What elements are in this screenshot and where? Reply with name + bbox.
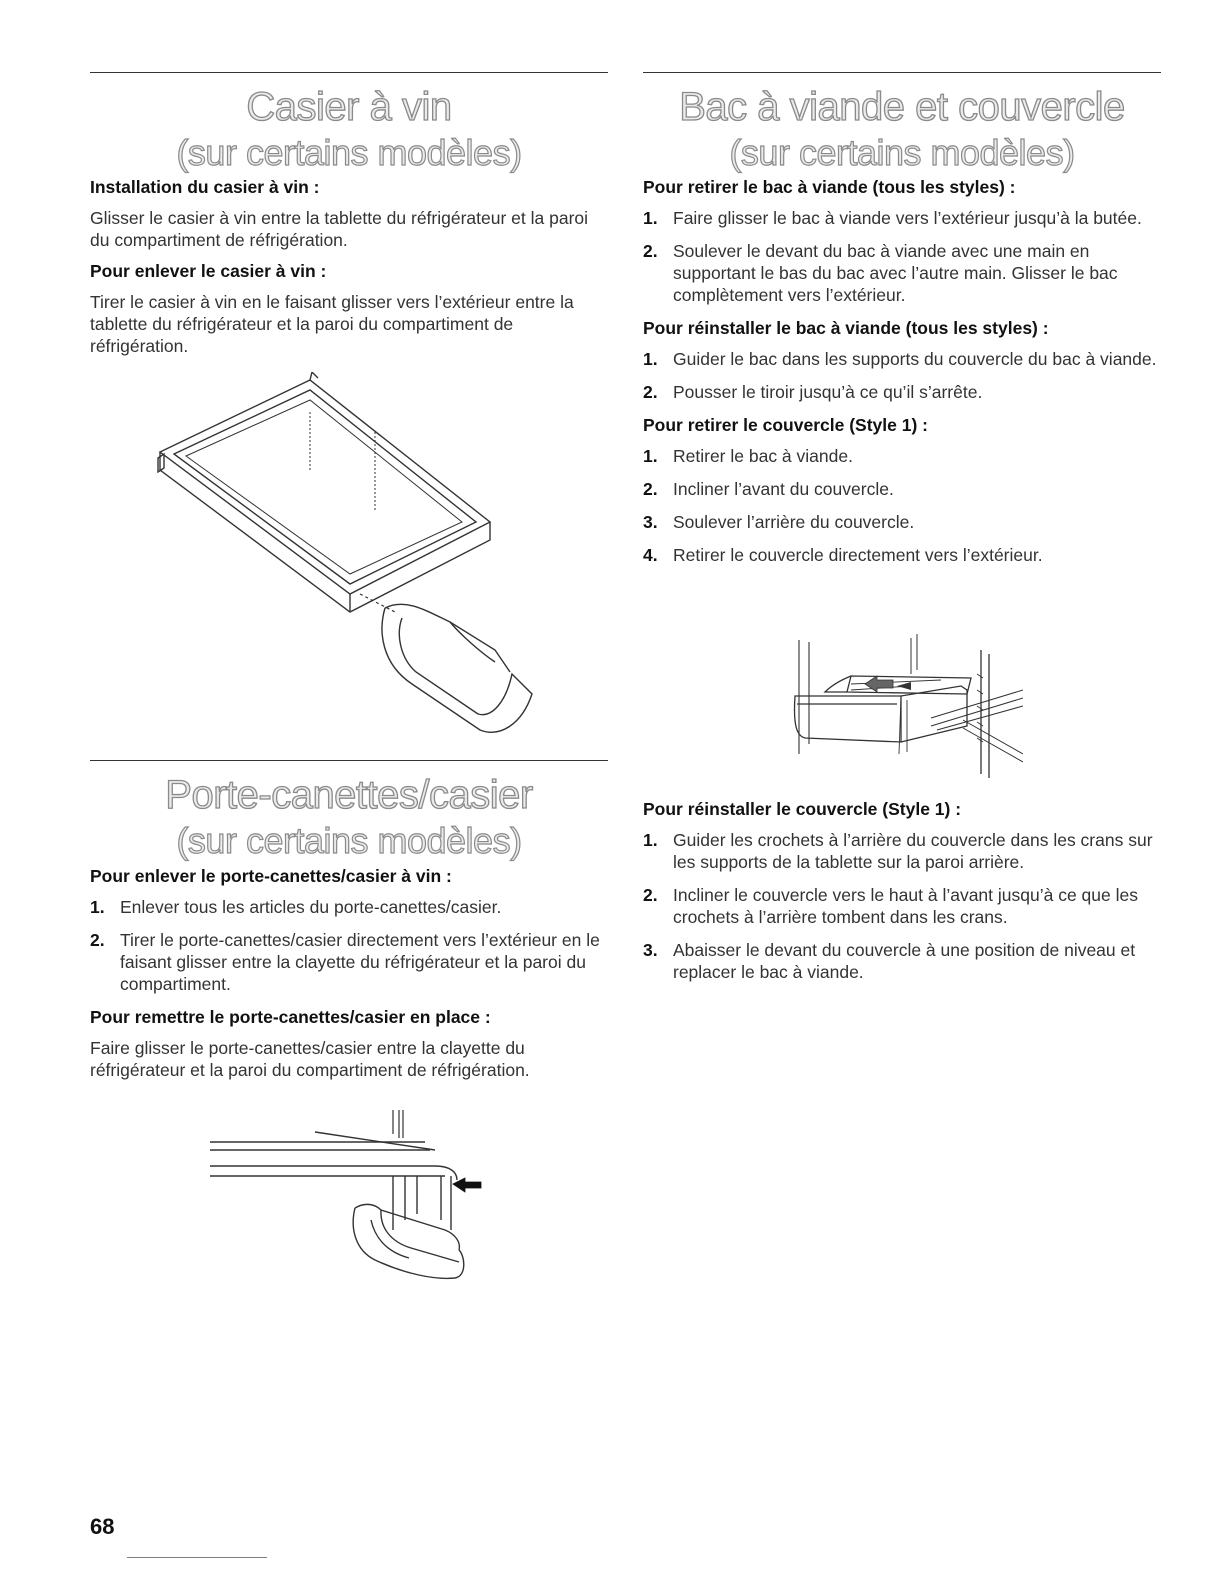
meat-drawer-content-top — [643, 176, 1161, 577]
can-rack-remove-steps — [90, 896, 608, 995]
wine-rack-content — [90, 176, 608, 366]
meat-drawer-remove-heading: Pour retirer le bac à viande (tous les styles) : — [643, 177, 1016, 197]
wine-rack-install-text: Glisser le casier à vin entre la tablette du réfrigérateur et la paroi du compartiment de réfrigération. — [90, 208, 589, 250]
can-rack-content — [90, 865, 608, 1090]
step-number: 2. — [643, 241, 658, 261]
meat-drawer-content-bottom — [643, 798, 1161, 994]
wine-rack-remove-text: Tirer le casier à vin en le faisant glisser vers l’extérieur entre la tablette du réfrigérateur et la paroi du compartiment de réfrigération. — [90, 292, 574, 356]
step-text: Retirer le couvercle directement vers l’extérieur. — [673, 545, 1043, 565]
list-item — [643, 478, 1161, 500]
step-number: 2. — [643, 382, 658, 402]
step-text: Guider le bac dans les supports du couvercle du bac à viande. — [673, 349, 1157, 369]
meat-drawer-title: Bac à viande et couvercle — [679, 85, 1125, 129]
step-text: Abaisser le devant du couvercle à une position de niveau et replacer le bac à viande. — [673, 940, 1136, 982]
meat-drawer-remove-steps — [643, 207, 1161, 306]
wine-rack-subtitle: (sur certains modèles) — [176, 132, 522, 173]
cover-remove-steps — [643, 445, 1161, 566]
step-text: Faire glisser le bac à viande vers l’extérieur jusqu’à la butée. — [673, 208, 1142, 228]
list-item — [643, 348, 1161, 370]
step-number: 1. — [643, 830, 658, 850]
list-item — [643, 544, 1161, 566]
step-number: 1. — [90, 897, 105, 917]
list-item — [643, 240, 1161, 306]
step-text: Guider les crochets à l’arrière du couvercle dans les crans sur les supports de la tablette sur la paroi arrière. — [673, 830, 1153, 872]
section-divider — [90, 72, 608, 73]
can-rack-replace-heading: Pour remettre le porte-canettes/casier en place : — [90, 1007, 491, 1027]
step-text: Soulever l’arrière du couvercle. — [673, 512, 915, 532]
cover-reinstall-heading: Pour réinstaller le couvercle (Style 1) : — [643, 799, 962, 819]
step-text: Retirer le bac à viande. — [673, 446, 853, 466]
step-text: Tirer le porte-canettes/casier directement vers l’extérieur en le faisant glisser entre la clayette du réfrigérateur et la paroi du compartiment. — [120, 930, 600, 994]
list-item — [643, 511, 1161, 533]
meat-drawer-reinstall-steps — [643, 348, 1161, 403]
step-text: Incliner le couvercle vers le haut à l’avant jusqu’à ce que les crochets à l’arrière tombent dans les crans. — [673, 885, 1138, 927]
step-text: Soulever le devant du bac à viande avec une main en supportant le bas du bac avec l’autre main. Glisser le bac complètement vers l’extérieur. — [673, 241, 1118, 305]
wine-rack-illustration — [150, 372, 550, 740]
section-divider — [643, 72, 1161, 73]
step-text: Incliner l’avant du couvercle. — [673, 479, 894, 499]
list-item — [90, 929, 608, 995]
list-item — [643, 445, 1161, 467]
can-rack-subtitle: (sur certains modèles) — [176, 820, 522, 861]
step-number: 2. — [643, 479, 658, 499]
footer-line — [127, 1557, 267, 1558]
can-rack-replace-text: Faire glisser le porte-canettes/casier entre la clayette du réfrigérateur et la paroi du compartiment de réfrigération. — [90, 1038, 530, 1080]
step-number: 2. — [643, 885, 658, 905]
step-number: 2. — [90, 930, 105, 950]
step-number: 3. — [643, 512, 658, 532]
cover-remove-heading: Pour retirer le couvercle (Style 1) : — [643, 415, 928, 435]
list-item — [643, 829, 1161, 873]
section-divider — [90, 760, 608, 761]
wine-rack-title: Casier à vin — [246, 85, 452, 129]
step-number: 3. — [643, 940, 658, 960]
step-number: 1. — [643, 208, 658, 228]
meat-drawer-reinstall-heading: Pour réinstaller le bac à viande (tous les styles) : — [643, 318, 1049, 338]
page-number: 68 — [90, 1514, 115, 1539]
can-rack-title: Porte-canettes/casier — [165, 773, 533, 817]
meat-drawer-subtitle: (sur certains modèles) — [729, 132, 1075, 173]
wine-rack-remove-heading: Pour enlever le casier à vin : — [90, 261, 327, 281]
can-rack-remove-heading: Pour enlever le porte-canettes/casier à vin : — [90, 866, 452, 886]
list-item — [643, 939, 1161, 983]
list-item — [643, 381, 1161, 403]
list-item — [90, 896, 608, 918]
step-text: Enlever tous les articles du porte-canettes/casier. — [120, 897, 502, 917]
step-number: 1. — [643, 349, 658, 369]
wine-rack-install-heading: Installation du casier à vin : — [90, 177, 320, 197]
step-number: 4. — [643, 545, 658, 565]
step-text: Pousser le tiroir jusqu’à ce qu’il s’arrête. — [673, 382, 983, 402]
step-number: 1. — [643, 446, 658, 466]
list-item — [643, 207, 1161, 229]
cover-reinstall-steps — [643, 829, 1161, 983]
meat-drawer-illustration — [791, 634, 1023, 780]
can-rack-illustration — [205, 1110, 495, 1290]
list-item — [643, 884, 1161, 928]
